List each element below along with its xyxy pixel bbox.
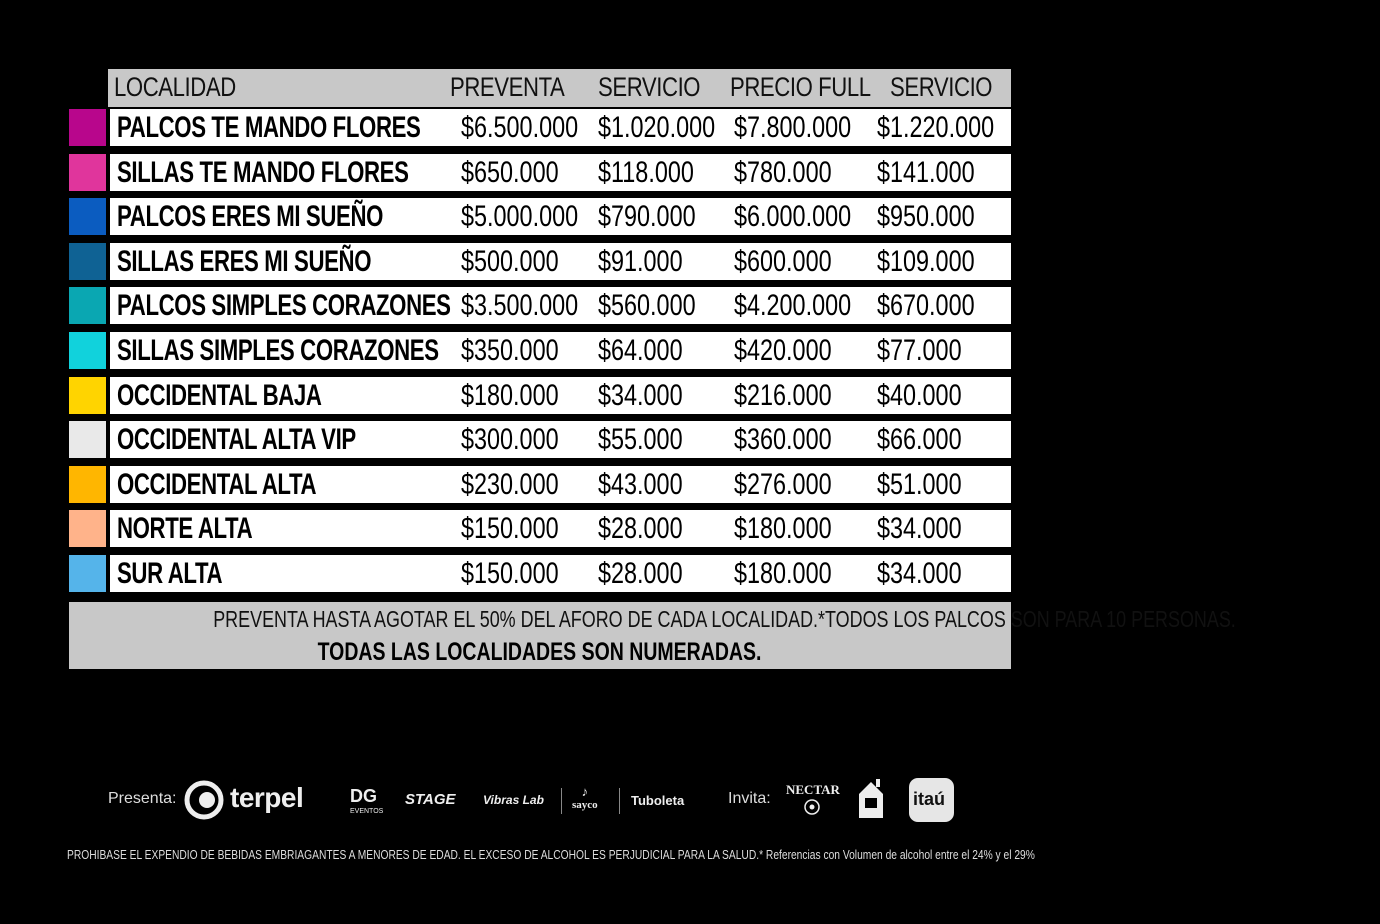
color-swatch <box>69 198 106 235</box>
bogota-emblem-icon <box>856 778 886 820</box>
cell-localidad: SUR ALTA <box>117 557 223 590</box>
dg-logo: DG EVENTOS <box>350 786 384 815</box>
color-swatch <box>69 243 106 280</box>
presenta-label: Presenta: <box>108 790 177 807</box>
cell-servicio-full: $34.000 <box>877 512 962 546</box>
cell-preventa: $5.000.000 <box>461 200 579 234</box>
cell-precio-full: $180.000 <box>734 512 832 546</box>
cell-localidad: SILLAS SIMPLES CORAZONES <box>117 334 439 367</box>
table-row <box>0 509 1080 547</box>
sayco-logo: ♪ sayco <box>572 784 598 811</box>
cell-preventa: $300.000 <box>461 423 559 457</box>
cell-localidad: OCCIDENTAL BAJA <box>117 378 322 412</box>
color-swatch <box>69 466 106 503</box>
table-header <box>108 69 1011 107</box>
cell-servicio-full: $34.000 <box>877 557 962 590</box>
table-row <box>0 465 1080 503</box>
cell-preventa: $230.000 <box>461 467 559 501</box>
cell-servicio: $43.000 <box>598 467 683 501</box>
table-row <box>0 331 1080 369</box>
cell-preventa: $180.000 <box>461 378 559 412</box>
cell-servicio: $118.000 <box>598 155 694 189</box>
cell-servicio-full: $51.000 <box>877 467 962 501</box>
cell-preventa: $350.000 <box>461 334 559 367</box>
invita-label: Invita: <box>728 790 771 807</box>
cell-servicio-full: $1.220.000 <box>877 111 995 144</box>
cell-precio-full: $780.000 <box>734 155 832 189</box>
table-row <box>0 108 1080 146</box>
preventa-note: PREVENTA HASTA AGOTAR EL 50% DEL AFORO DE CADA LOCALIDAD.*TODOS LOS PALCOS SON PARA 10 PERSONAS. <box>213 606 1236 632</box>
cell-precio-full: $4.200.000 <box>734 289 852 323</box>
sponsor-bar <box>0 770 1080 830</box>
stage-logo: STAGE <box>405 791 456 808</box>
cell-precio-full: $600.000 <box>734 244 832 278</box>
cell-precio-full: $6.000.000 <box>734 200 852 234</box>
table-row <box>0 554 1080 592</box>
header-localidad: LOCALIDAD <box>114 72 236 102</box>
color-swatch <box>69 154 106 191</box>
cell-servicio-full: $77.000 <box>877 334 962 367</box>
cell-localidad: NORTE ALTA <box>117 512 253 546</box>
table-row <box>0 420 1080 458</box>
cell-localidad: SILLAS ERES MI SUEÑO <box>117 244 372 278</box>
table-row <box>0 197 1080 235</box>
cell-preventa: $500.000 <box>461 244 559 278</box>
table-notes <box>69 602 1236 669</box>
color-swatch <box>69 377 106 414</box>
cell-localidad: PALCOS SIMPLES CORAZONES <box>117 289 451 323</box>
nectar-logo: NECTAR <box>786 782 838 821</box>
terpel-wordmark: terpel <box>230 782 304 813</box>
cell-preventa: $3.500.000 <box>461 289 579 323</box>
cell-precio-full: $276.000 <box>734 467 832 501</box>
header-preventa: PREVENTA <box>450 72 565 102</box>
itau-logo: itaú <box>909 778 954 822</box>
table-row <box>0 376 1080 414</box>
tuboleta-logo: Tuboleta <box>631 793 685 808</box>
cell-localidad: OCCIDENTAL ALTA VIP <box>117 423 356 457</box>
header-servicio-full: SERVICIO <box>890 72 993 102</box>
cell-servicio: $1.020.000 <box>598 111 716 144</box>
terpel-logo <box>184 780 304 825</box>
cell-preventa: $6.500.000 <box>461 111 579 144</box>
legal-disclaimer: PROHIBASE EL EXPENDIO DE BEBIDAS EMBRIAGANTES A MENORES DE EDAD. EL EXCESO DE ALCOHOL ES PERJUDICIAL PARA LA SALUD.* Referencias con Volumen de alcohol entre el 24% y el 29% <box>67 848 1035 862</box>
cell-preventa: $150.000 <box>461 557 559 590</box>
cell-preventa: $150.000 <box>461 512 559 546</box>
cell-servicio: $28.000 <box>598 557 683 590</box>
cell-precio-full: $180.000 <box>734 557 832 590</box>
cell-servicio-full: $109.000 <box>877 244 975 278</box>
cell-localidad: OCCIDENTAL ALTA <box>117 467 317 501</box>
cell-precio-full: $420.000 <box>734 334 832 367</box>
cell-servicio: $790.000 <box>598 200 696 234</box>
row-background <box>110 555 1011 592</box>
cell-localidad: PALCOS TE MANDO FLORES <box>117 111 421 144</box>
table-row <box>0 153 1080 191</box>
lyre-icon: ♪ <box>581 784 589 799</box>
color-swatch <box>69 332 106 369</box>
color-swatch <box>69 109 106 146</box>
cell-precio-full: $216.000 <box>734 378 832 412</box>
header-precio-full: PRECIO FULL <box>730 72 871 102</box>
cell-servicio-full: $141.000 <box>877 155 975 189</box>
cell-servicio: $560.000 <box>598 289 696 323</box>
nectar-emblem-icon <box>803 798 821 816</box>
numeradas-note: TODAS LAS LOCALIDADES SON NUMERADAS. <box>318 638 762 666</box>
color-swatch <box>69 510 106 547</box>
divider <box>619 788 620 814</box>
cell-servicio-full: $40.000 <box>877 378 962 412</box>
table-row <box>0 242 1080 280</box>
table-row <box>0 286 1080 324</box>
cell-servicio: $28.000 <box>598 512 683 546</box>
header-servicio: SERVICIO <box>598 72 701 102</box>
cell-servicio-full: $670.000 <box>877 289 975 323</box>
terpel-icon <box>184 780 224 820</box>
cell-servicio-full: $66.000 <box>877 423 962 457</box>
vibras-lab-logo: Vibras Lab <box>483 793 544 807</box>
cell-servicio: $64.000 <box>598 334 683 367</box>
cell-preventa: $650.000 <box>461 155 559 189</box>
divider <box>561 788 562 814</box>
cell-servicio: $55.000 <box>598 423 683 457</box>
color-swatch <box>69 421 106 458</box>
cell-servicio: $34.000 <box>598 378 683 412</box>
cell-localidad: PALCOS ERES MI SUEÑO <box>117 200 384 234</box>
cell-precio-full: $7.800.000 <box>734 111 852 144</box>
cell-localidad: SILLAS TE MANDO FLORES <box>117 155 409 189</box>
color-swatch <box>69 287 106 324</box>
color-swatch <box>69 555 106 592</box>
cell-servicio-full: $950.000 <box>877 200 975 234</box>
cell-precio-full: $360.000 <box>734 423 832 457</box>
cell-servicio: $91.000 <box>598 244 683 278</box>
